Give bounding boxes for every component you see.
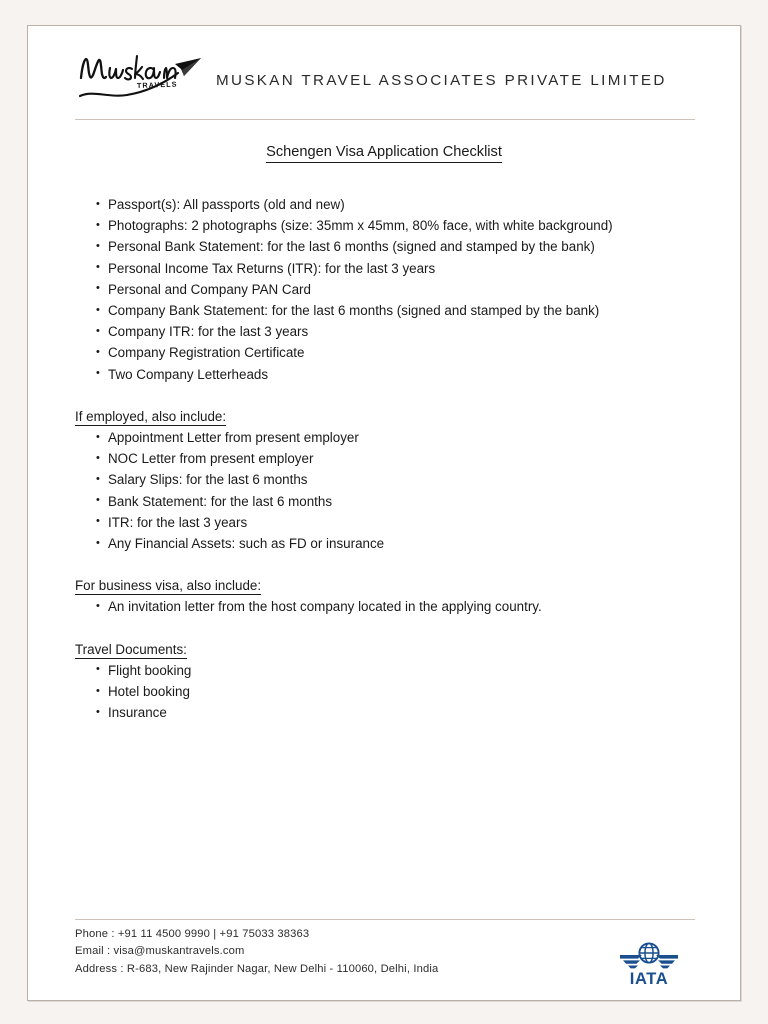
document-header <box>28 26 740 115</box>
main-checklist <box>75 194 705 385</box>
section-heading <box>75 639 705 660</box>
footer-divider <box>75 919 695 920</box>
list-item: • ITR: for the last 3 years <box>75 512 705 533</box>
list-item: • An invitation letter from the host company located in the applying country. <box>75 596 705 617</box>
header-divider <box>75 119 695 120</box>
list-item: • Personal Bank Statement: for the last 6 months (signed and stamped by the bank) <box>75 236 705 257</box>
list-item: • Flight booking <box>75 660 705 681</box>
phone-line: Phone : +91 11 4500 9990 | +91 75033 38363 <box>75 928 310 940</box>
muskan-travels-logo-icon <box>75 48 205 100</box>
section-spacer <box>75 554 705 575</box>
section-heading-text: If employed, also include: <box>75 408 227 424</box>
section-checklist <box>75 596 705 617</box>
company-name: MUSKAN TRAVEL ASSOCIATES PRIVATE LIMITED <box>216 72 667 89</box>
section-spacer <box>75 385 705 406</box>
list-item: • Passport(s): All passports (old and new) <box>75 194 705 215</box>
section-heading <box>75 406 705 427</box>
document-page <box>27 25 741 1001</box>
section-heading <box>75 575 705 596</box>
section-spacer <box>75 618 705 639</box>
section-checklist <box>75 660 705 724</box>
svg-text:IATA: IATA <box>629 970 669 986</box>
list-item: • Personal and Company PAN Card <box>75 279 705 300</box>
list-item: • Any Financial Assets: such as FD or insurance <box>75 533 705 554</box>
section-heading-text: Travel Documents: <box>75 641 187 657</box>
list-item: • NOC Letter from present employer <box>75 448 705 469</box>
page-title-text: Schengen Visa Application Checklist <box>266 144 502 163</box>
list-item: • Company Registration Certificate <box>75 342 705 363</box>
email-line: Email : visa@muskantravels.com <box>75 945 245 958</box>
section-checklist <box>75 427 705 554</box>
checklist-sections <box>75 385 705 724</box>
list-item: • Salary Slips: for the last 6 months <box>75 469 705 490</box>
list-item: • Company ITR: for the last 3 years <box>75 321 705 342</box>
list-item: • Hotel booking <box>75 681 705 702</box>
contact-block <box>75 926 695 978</box>
list-item: • Two Company Letterheads <box>75 364 705 385</box>
svg-text:TRAVELS: TRAVELS <box>136 79 178 90</box>
list-item: • Photographs: 2 photographs (size: 35mm x 45mm, 80% face, with white background) <box>75 215 705 236</box>
checklist-content <box>75 194 705 723</box>
list-item: • Insurance <box>75 702 705 723</box>
iata-logo-icon <box>618 940 680 986</box>
address-line: Address : R-683, New Rajinder Nagar, New Delhi - 110060, Delhi, India <box>75 962 439 975</box>
list-item: • Company Bank Statement: for the last 6 months (signed and stamped by the bank) <box>75 300 705 321</box>
list-item: • Bank Statement: for the last 6 months <box>75 491 705 512</box>
document-footer <box>75 926 695 988</box>
list-item: • Personal Income Tax Returns (ITR): for the last 3 years <box>75 258 705 279</box>
list-item: • Appointment Letter from present employer <box>75 427 705 448</box>
page-title <box>28 144 740 160</box>
section-heading-text: For business visa, also include: <box>75 578 262 594</box>
